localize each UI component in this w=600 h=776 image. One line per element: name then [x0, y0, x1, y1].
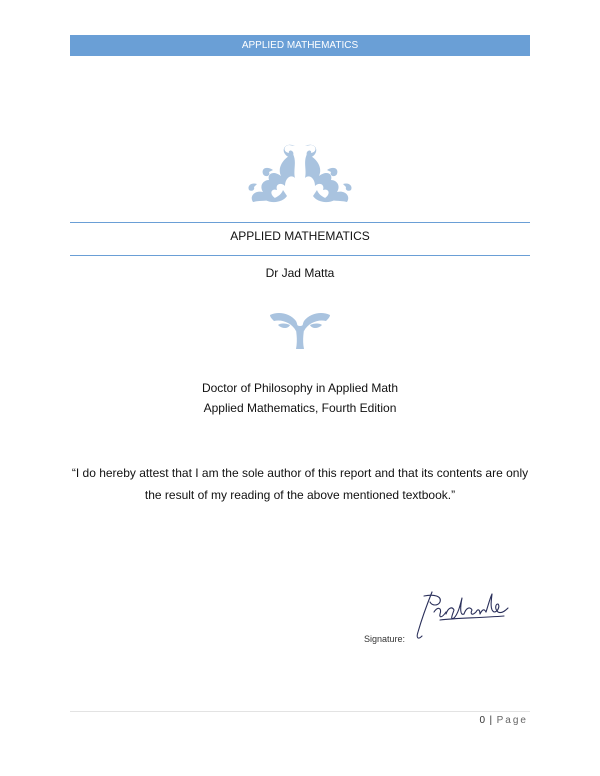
page-number: 0 — [479, 715, 486, 726]
header-bar — [70, 35, 530, 56]
signature-label: Signature: — [364, 634, 406, 644]
footer-rule — [70, 711, 530, 712]
degree-block — [70, 378, 530, 418]
handwritten-signature — [404, 588, 514, 648]
attestation-quote — [60, 462, 540, 506]
page-separator: | — [489, 715, 493, 726]
scroll-ornament-icon — [243, 140, 357, 208]
document-title: APPLIED MATHEMATICS — [230, 229, 370, 243]
title-rule-bottom — [70, 255, 530, 256]
header-title: APPLIED MATHEMATICS — [241, 40, 359, 51]
edition-line: Applied Mathematics, Fourth Edition — [203, 401, 397, 415]
quote-line-1: “I do hereby attest that I am the sole author of this report and that its contents are only — [71, 466, 529, 480]
page-footer — [479, 715, 528, 726]
title-rule-top — [70, 222, 530, 223]
quote-line-2: the result of my reading of the above mentioned textbook.” — [144, 488, 456, 502]
degree-line: Doctor of Philosophy in Applied Math — [201, 381, 399, 395]
author-name: Dr Jad Matta — [265, 266, 335, 280]
fleuron-icon — [268, 309, 332, 351]
page-label: Page — [496, 715, 528, 726]
